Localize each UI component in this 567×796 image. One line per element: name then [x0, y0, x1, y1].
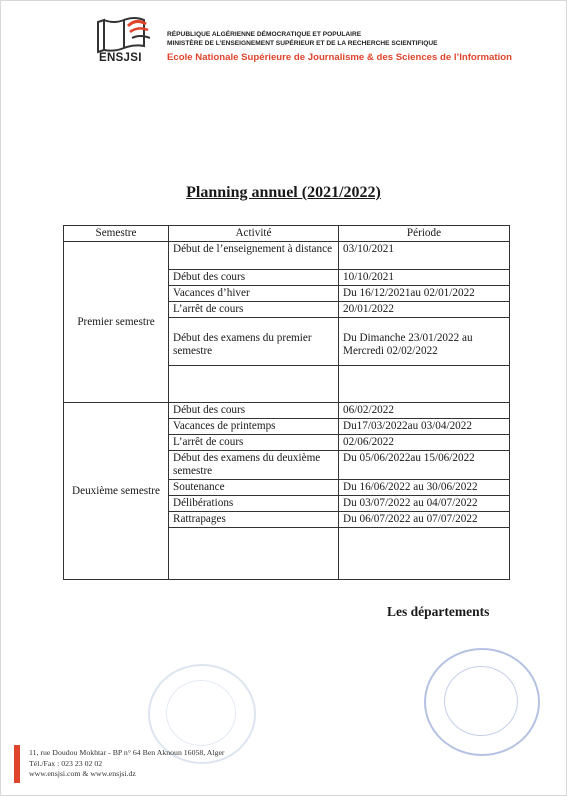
activity-cell: Rattrapages: [169, 512, 339, 528]
school-logo: [90, 16, 160, 74]
empty-cell: [169, 528, 339, 580]
period-cell: Du 05/06/2022au 15/06/2022: [339, 451, 510, 480]
footer: [29, 748, 225, 780]
activity-cell: Soutenance: [169, 480, 339, 496]
footer-phone: Tél./Fax : 023 23 02 02: [29, 758, 103, 768]
footer-web: www.ensjsi.com & www.ensjsi.dz: [29, 769, 136, 778]
empty-cell: [339, 366, 510, 403]
ministry-line: MINISTÈRE DE L’ENSEIGNEMENT SUPÉRIEUR ET DE LA RECHERCHE SCIENTIFIQUE: [167, 40, 438, 47]
activity-cell: Délibérations: [169, 496, 339, 512]
signature-label: Les départements: [387, 604, 490, 619]
empty-cell: [339, 528, 510, 580]
official-stamp: [424, 648, 540, 756]
header-periode: Période: [339, 226, 510, 242]
activity-cell: Début des cours: [169, 403, 339, 419]
activity-cell: Vacances d’hiver: [169, 286, 339, 302]
table-header-row: [64, 226, 510, 242]
period-cell: Du 06/07/2022 au 07/07/2022: [339, 512, 510, 528]
activity-cell: Début des examens du premier semestre: [169, 318, 339, 366]
semester-cell-2: Deuxième semestre: [64, 403, 169, 580]
semester-cell-1: Premier semestre: [64, 242, 169, 403]
letterhead: [167, 30, 512, 63]
header-semestre: Semestre: [64, 226, 169, 242]
table-row: [64, 403, 510, 419]
stamp-inner-ring: [444, 666, 518, 736]
activity-cell: Début des cours: [169, 270, 339, 286]
period-cell: Du Dimanche 23/01/2022 au Mercredi 02/02/2022: [339, 318, 510, 366]
page-title: Planning annuel (2021/2022): [186, 184, 381, 201]
period-cell: 10/10/2021: [339, 270, 510, 286]
logo-text: ENSJSI: [99, 52, 142, 64]
period-cell: Du 16/06/2022 au 30/06/2022: [339, 480, 510, 496]
period-cell: 02/06/2022: [339, 435, 510, 451]
period-cell: 20/01/2022: [339, 302, 510, 318]
period-cell: Du17/03/2022au 03/04/2022: [339, 419, 510, 435]
activity-cell: L’arrêt de cours: [169, 302, 339, 318]
footer-accent-bar: [14, 745, 20, 783]
book-logo-icon: [90, 16, 160, 56]
empty-cell: [169, 366, 339, 403]
activity-cell: Début de l’enseignement à distance: [169, 242, 339, 270]
period-cell: Du 03/07/2022 au 04/07/2022: [339, 496, 510, 512]
republic-line: RÉPUBLIQUE ALGÉRIENNE DÉMOCRATIQUE ET POPULAIRE: [167, 31, 362, 38]
activity-cell: L’arrêt de cours: [169, 435, 339, 451]
table-row: [64, 242, 510, 270]
period-cell: 06/02/2022: [339, 403, 510, 419]
header-activite: Activité: [169, 226, 339, 242]
school-name: Ecole Nationale Supérieure de Journalisme & des Sciences de l’Information: [167, 52, 512, 63]
stamp-inner-ring: [166, 680, 236, 746]
footer-address: 11, rue Doudou Mokhtar - BP n° 64 Ben Aknoun 16058, Alger: [29, 748, 225, 757]
period-cell: Du 16/12/2021au 02/01/2022: [339, 286, 510, 302]
planning-table: [63, 225, 510, 580]
activity-cell: Début des examens du deuxième semestre: [169, 451, 339, 480]
activity-cell: Vacances de printemps: [169, 419, 339, 435]
period-cell: 03/10/2021: [339, 242, 510, 270]
